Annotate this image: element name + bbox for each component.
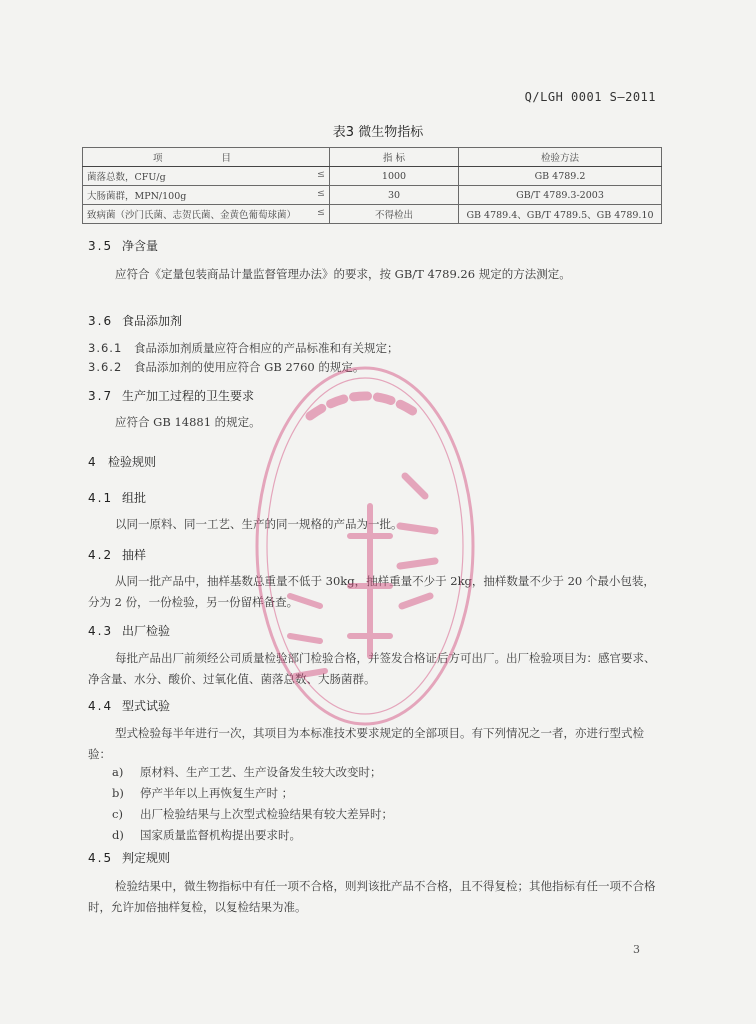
section-4-3-text: 每批产品出厂前须经公司质量检验部门检验合格，并签发合格证后方可出厂。出厂检验项目为：感官要求、净含量、水分、酸价、过氧化值、菌落总数、大肠菌群。 (88, 651, 656, 686)
row-method: GB 4789.2 (459, 167, 662, 186)
section-heading-4-5: 4.5 判定规则 (88, 851, 171, 865)
header-item: 项 目 (83, 148, 330, 167)
table-title: 表3 微生物指标 (332, 125, 424, 140)
standard-code: Q/LGH 0001 S—2011 (524, 90, 656, 104)
table-header-row (83, 148, 662, 167)
clause-3-6-1: 3.6.1 食品添加剂质量应符合相应的产品标准和有关规定； (88, 341, 399, 355)
section-heading-4-2: 4.2 抽样 (88, 548, 147, 562)
list-item: a) 原材料、生产工艺、生产设备发生较大改变时； (112, 765, 382, 779)
list-item: b) 停产半年以上再恢复生产时 ； (112, 786, 294, 800)
list-item: c) 出厂检验结果与上次型式检验结果有较大差异时； (112, 807, 393, 821)
table-row (83, 205, 662, 224)
table-row (83, 167, 662, 186)
clause-3-6-2: 3.6.2 食品添加剂的使用应符合 GB 2760 的规定。 (88, 360, 365, 374)
header-limit: 指 标 (330, 148, 459, 167)
row-limit: 不得检出 (330, 205, 459, 224)
section-3-7-text: 应符合 GB 14881 的规定。 (115, 415, 261, 429)
list-item: d) 国家质量监督机构提出要求时。 (112, 828, 301, 842)
section-4-5-text: 检验结果中，微生物指标中有任一项不合格，则判该批产品不合格，且不得复检；其他指标有任一项不合格时，允许加倍抽样复检，以复检结果为准。 (88, 879, 656, 914)
row-sign: ≤ (317, 188, 325, 199)
table-row (83, 186, 662, 205)
section-4-4-text: 型式检验每半年进行一次，其项目为本标准技术要求规定的全部项目。有下列情况之一者，亦进行型式检验： (88, 726, 644, 761)
header-method: 检验方法 (459, 148, 662, 167)
section-heading-4-3: 4.3 出厂检验 (88, 624, 171, 638)
row-method: GB 4789.4、GB/T 4789.5、GB 4789.10 (459, 205, 662, 224)
row-sign: ≤ (317, 207, 325, 218)
row-item: 菌落总数，CFU/g (87, 172, 166, 183)
row-limit: 30 (330, 186, 459, 205)
row-limit: 1000 (330, 167, 459, 186)
section-heading-3-5: 3.5 净含量 (88, 239, 159, 253)
seal-stamp-icon (250, 356, 480, 736)
section-4-1-text: 以同一原料、同一工艺、生产的同一规格的产品为一批。 (115, 517, 403, 531)
section-heading-3-6: 3.6 食品添加剂 (88, 314, 183, 328)
microbial-indicator-table (82, 147, 662, 224)
row-item: 大肠菌群，MPN/100g (87, 191, 187, 202)
section-heading-4: 4 检验规则 (88, 455, 157, 469)
section-3-5-text: 应符合《定量包装商品计量监督管理办法》的要求，按 GB/T 4789.26 规定的方法测定。 (115, 267, 571, 281)
section-heading-4-4: 4.4 型式试验 (88, 699, 171, 713)
row-method: GB/T 4789.3-2003 (459, 186, 662, 205)
page-number: 3 (633, 943, 640, 956)
section-heading-3-7: 3.7 生产加工过程的卫生要求 (88, 389, 255, 403)
row-sign: ≤ (317, 169, 325, 180)
section-heading-4-1: 4.1 组批 (88, 491, 147, 505)
section-4-2-text: 从同一批产品中，抽样基数总重量不低于 30kg，抽样重量不少于 2kg，抽样数量不少于 20 个最小包装，分为 2 份，一份检验，另一份留样备查。 (88, 574, 655, 609)
row-item: 致病菌（沙门氏菌、志贺氏菌、金黄色葡萄球菌） (87, 210, 297, 221)
